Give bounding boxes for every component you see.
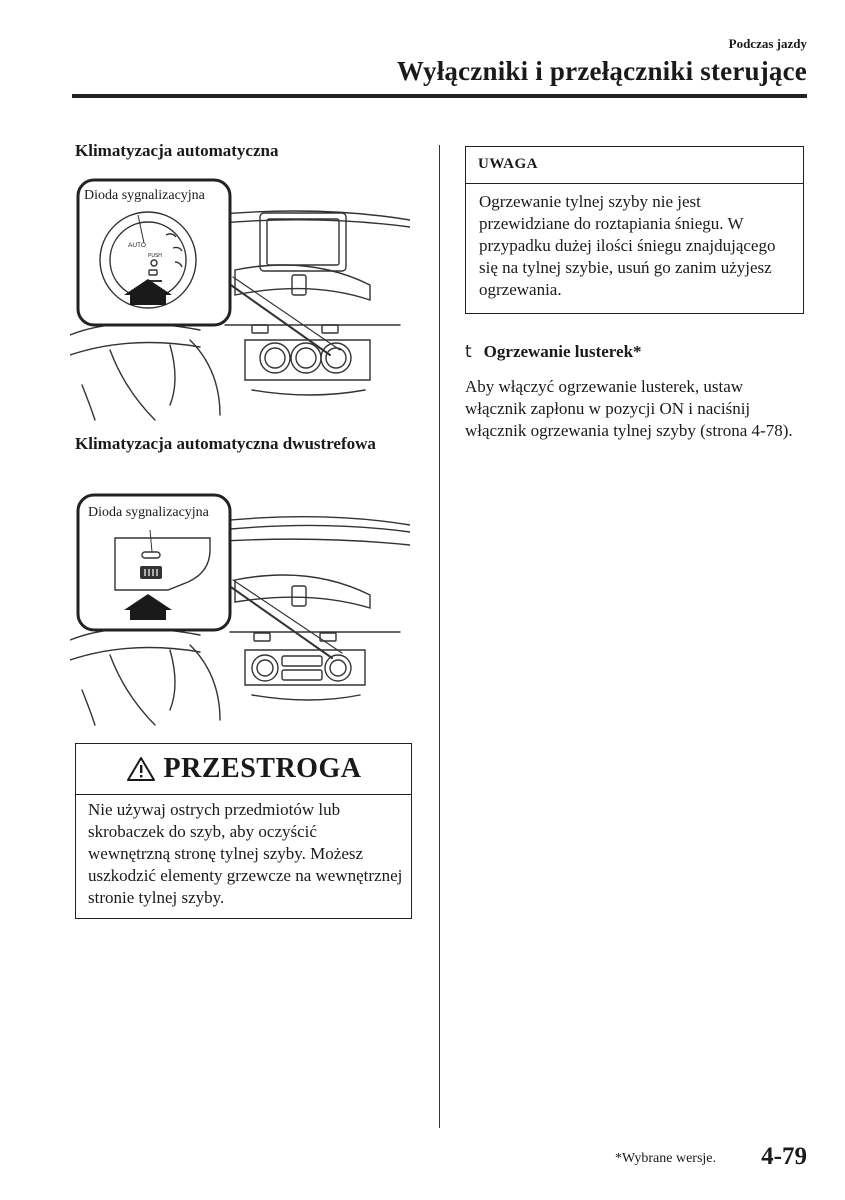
caution-body: Nie używaj ostrych przedmiotów lub skrobaczek do szyb, aby oczyścić wewnętrzną stronę tylnej szyby. Możesz uszkodzić elementy grzewcze na wewnętrznej stronie tylnej szyby. bbox=[88, 800, 403, 907]
bullet-icon: t bbox=[465, 342, 472, 362]
caution-box bbox=[75, 743, 412, 919]
figure2-heading: Klimatyzacja automatyczna dwustrefowa bbox=[75, 434, 376, 453]
mirror-heating-heading bbox=[465, 342, 642, 362]
column-divider bbox=[439, 145, 440, 1128]
mirror-heading-text: Ogrzewanie lusterek* bbox=[483, 342, 642, 361]
mirror-heating-body: Aby włączyć ogrzewanie lusterek, ustaw włącznik zapłonu w pozycji ON i naciśnij włącznik ogrzewania tylnej szyby (strona 4-78). bbox=[465, 377, 793, 440]
section-label: Podczas jazdy bbox=[728, 36, 807, 51]
page-title: Wyłączniki i przełączniki sterujące bbox=[396, 56, 807, 86]
note-title: UWAGA bbox=[478, 156, 539, 172]
header-rule bbox=[72, 94, 807, 98]
figure2-illustration bbox=[70, 490, 410, 730]
page-number: 4-79 bbox=[761, 1143, 807, 1170]
figure2-callout-label: Dioda sygnalizacyjna bbox=[88, 505, 209, 520]
caution-header bbox=[76, 744, 411, 795]
footnote: *Wybrane wersje. bbox=[615, 1151, 717, 1166]
note-box bbox=[465, 146, 804, 314]
figure1-callout-label: Dioda sygnalizacyjna bbox=[84, 188, 205, 203]
figure1-illustration bbox=[70, 175, 410, 425]
rear-defroster-icon bbox=[140, 566, 162, 579]
warning-triangle-icon bbox=[126, 755, 156, 783]
note-header bbox=[466, 147, 803, 184]
push-label: PUSH bbox=[148, 253, 162, 259]
figure1-heading: Klimatyzacja automatyczna bbox=[75, 141, 279, 160]
auto-label: AUTO bbox=[128, 242, 146, 249]
note-body: Ogrzewanie tylnej szyby nie jest przewidziane do roztapiania śniegu. W przypadku dużej ilości śniegu znajdującego się na tylnej szybie, usuń go zanim użyjesz ogrzewania. bbox=[479, 192, 776, 299]
caution-title: PRZESTROGA bbox=[163, 753, 362, 784]
